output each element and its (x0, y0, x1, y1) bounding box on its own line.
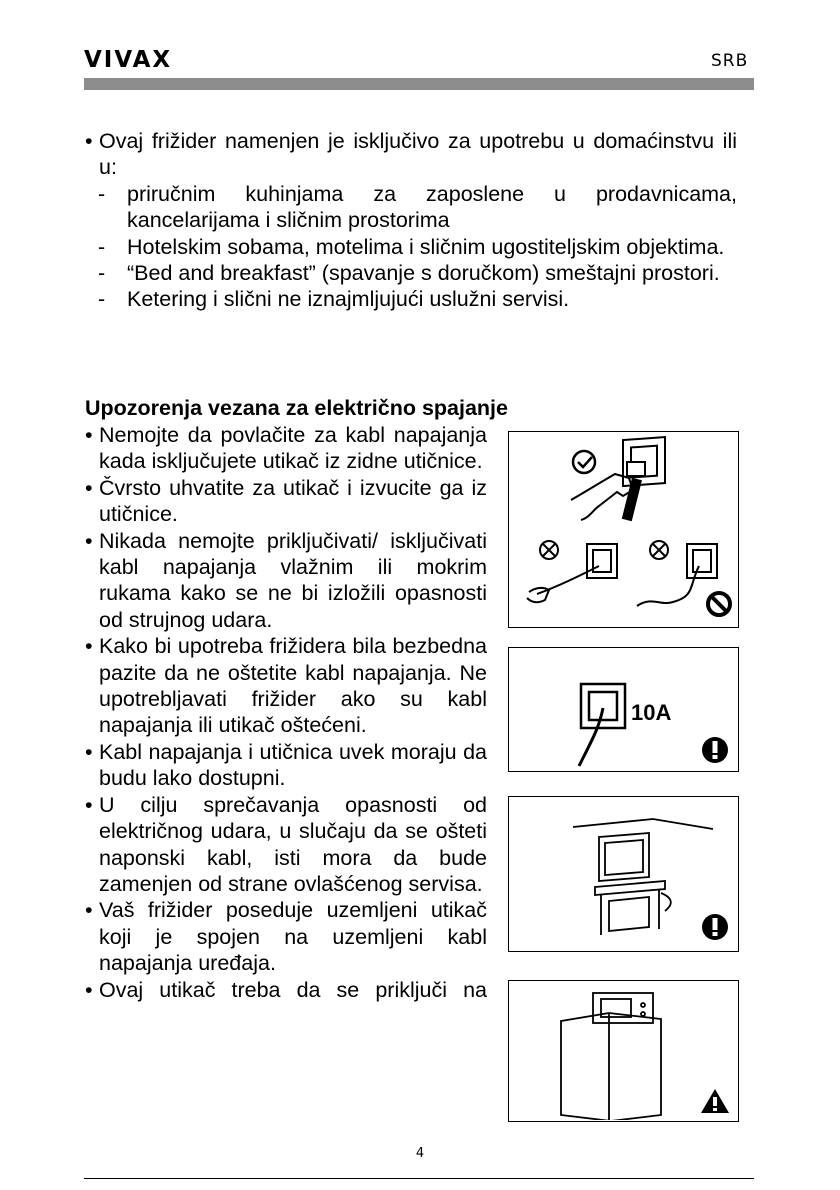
list-item (85, 977, 487, 1003)
bullet-icon: • (85, 792, 93, 817)
section-heading: Upozorenja vezana za električno spajanje (85, 396, 508, 420)
list-item (85, 792, 487, 898)
list-item-text: Hotelskim sobama, motelima i sličnim ugostiteljskim objektima. (127, 234, 725, 259)
figure-fridge-top (508, 980, 739, 1122)
socket-rating-label: 10A (631, 700, 672, 725)
unplugging-illustration (509, 432, 737, 626)
list-item-text: Nemojte da povlačite za kabl napajanja kada isključujete utikač iz zidne utičnice. (99, 423, 487, 474)
intro-bullet (85, 128, 737, 181)
appliance-placement-illustration (509, 797, 737, 950)
figure-unplugging (508, 431, 739, 628)
power-cable (579, 708, 603, 766)
list-item (85, 528, 487, 634)
check-icon (573, 451, 595, 473)
bullet-icon: • (85, 475, 93, 500)
footer-divider (84, 1178, 754, 1179)
list-item (85, 475, 487, 528)
list-item (85, 633, 487, 739)
list-item: - Ketering i slični ne iznajmljujući uslužni servisi. (98, 287, 570, 312)
list-item (85, 422, 487, 475)
list-item-text: priručnim kuhinjama za zaposlene u prodavnicama, kancelarijama i sličnim prostorima (127, 181, 737, 233)
figure-appliance-placement (508, 796, 739, 952)
hand-plug-icon (571, 462, 645, 520)
list-item-text: Kako bi upotreba frižidera bila bezbedna pazite da ne oštetite kabl napajanja. Ne upotrebljavati frižider ako su kabl napajanja ili utikač oštećeni. (99, 634, 487, 738)
list-item-text: Vaš frižider poseduje uzemljeni utikač koji je spojen na uzemljeni kabl napajanja uređaja. (99, 898, 487, 976)
brand-logo: VIVAX (84, 47, 173, 73)
fridge-top-illustration (509, 981, 737, 1120)
bullet-icon: • (85, 739, 93, 764)
list-item-text: Ovaj utikač treba da se priključi na (99, 977, 487, 1002)
wall-shelf-drawing (573, 819, 713, 935)
list-item-text: “Bed and breakfast” (spavanje s doručkom) smeštajni prostori. (127, 261, 720, 286)
list-item-text: U cilju sprečavanja opasnosti od električnog udara, u slučaju da se ošteti naponski kabl, isti mora da bude zamenjen od strane ovlašćenog servisa. (99, 792, 487, 896)
socket-rating-illustration (509, 648, 737, 770)
bullet-icon: • (85, 423, 93, 447)
wall-socket-icon (587, 544, 717, 578)
list-item (85, 897, 487, 976)
intro-bullet-text: Ovaj frižider namenjen je isključivo za upotrebu u domaćinstvu ili u: (99, 129, 737, 180)
list-item-text: Kabl napajanja i utičnica uvek moraju da budu lako dostupni. (99, 739, 487, 791)
exclamation-icon (702, 914, 728, 940)
intro-block (85, 128, 737, 313)
bullet-icon: • (85, 977, 93, 1002)
wall-socket-icon (581, 684, 625, 728)
list-item-text: Nikada nemojte priključivati/ isključivati kabl napajanja vlažnim ili mokrim rukama kako se ne bi izložili opasnosti od strujnog udara. (99, 528, 487, 632)
figure-socket-rating (508, 647, 739, 772)
pulling-cable-hand-icon (527, 566, 699, 606)
no-entry-icon (708, 593, 730, 615)
language-code: SRB (711, 51, 749, 71)
fridge-with-microwave-drawing (561, 993, 661, 1120)
list-item (85, 739, 487, 792)
warning-triangle-icon (701, 1089, 729, 1113)
bullet-icon: • (85, 898, 93, 923)
exclamation-icon (702, 737, 728, 763)
list-item: - priručnim kuhinjama za zaposlene u prodavnicama, kancelarijama i sličnim prostorima (98, 181, 737, 233)
list-item-text: Ketering i slični ne iznajmljujući uslužni servisi. (127, 287, 570, 312)
bullet-icon: • (85, 129, 93, 153)
page-number: 4 (415, 1146, 425, 1161)
bullet-icon: • (85, 634, 93, 659)
bullet-icon: • (85, 528, 93, 553)
list-item: - “Bed and breakfast” (spavanje s doručkom) smeštajni prostori. (98, 261, 720, 286)
list-item-text: Čvrsto uhvatite za utikač i izvucite ga iz utičnice. (99, 475, 487, 527)
list-item: - Hotelskim sobama, motelima i sličnim ugostiteljskim objektima. (98, 234, 725, 259)
warning-list (85, 422, 487, 1003)
header-bar (84, 78, 754, 90)
